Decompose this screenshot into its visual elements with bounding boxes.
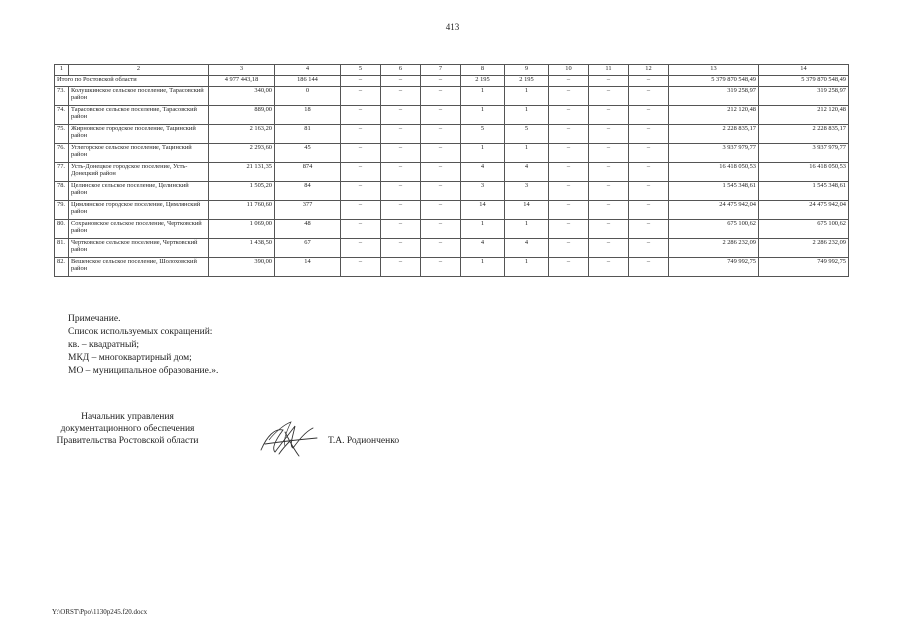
value-cell: – <box>549 182 589 201</box>
value-cell: – <box>421 220 461 239</box>
value-cell: – <box>629 182 669 201</box>
total-cell: – <box>341 76 381 87</box>
value-cell: – <box>589 182 629 201</box>
page-number: 413 <box>445 22 460 32</box>
value-cell: – <box>589 220 629 239</box>
value-cell: 1 <box>505 87 549 106</box>
value-cell: 81 <box>275 125 341 144</box>
value-cell: – <box>381 258 421 277</box>
value-cell: – <box>589 163 629 182</box>
value-cell: 45 <box>275 144 341 163</box>
total-cell: 2 195 <box>461 76 505 87</box>
value-cell: – <box>381 201 421 220</box>
municipality-name: Чертковское сельское поселение, Чертковский район <box>69 239 209 258</box>
total-cell: – <box>421 76 461 87</box>
value-cell: – <box>421 239 461 258</box>
value-cell: – <box>589 239 629 258</box>
value-cell: 4 <box>461 239 505 258</box>
value-cell: 1 <box>461 106 505 125</box>
value-cell: – <box>421 125 461 144</box>
value-cell: – <box>629 144 669 163</box>
table-row <box>55 144 849 163</box>
header-cell: 12 <box>629 65 669 76</box>
position-line: документационного обеспечения <box>60 424 195 434</box>
value-cell: 1 <box>505 258 549 277</box>
value-cell: 4 <box>461 163 505 182</box>
municipality-name: Сохрановское сельское поселение, Чертковский район <box>69 220 209 239</box>
value-cell: – <box>629 220 669 239</box>
abbreviation-item: МКД – многоквартирный дом; <box>68 353 192 363</box>
value-cell: 0 <box>275 87 341 106</box>
municipality-name: Жирновское городское поселение, Тацинский район <box>69 125 209 144</box>
header-cell: 3 <box>209 65 275 76</box>
value-cell: 24 475 942,04 <box>669 201 759 220</box>
value-cell: 4 <box>505 239 549 258</box>
notes-title: Примечание. <box>68 314 121 324</box>
value-cell: – <box>629 239 669 258</box>
value-cell: 1 438,50 <box>209 239 275 258</box>
value-cell: – <box>341 258 381 277</box>
value-cell: 319 258,97 <box>669 87 759 106</box>
value-cell: 749 992,75 <box>669 258 759 277</box>
value-cell: 874 <box>275 163 341 182</box>
value-cell: 319 258,97 <box>759 87 849 106</box>
value-cell: – <box>629 163 669 182</box>
value-cell: – <box>421 163 461 182</box>
total-cell: – <box>589 76 629 87</box>
value-cell: 390,00 <box>209 258 275 277</box>
total-cell: – <box>549 76 589 87</box>
value-cell: 1 <box>461 220 505 239</box>
header-cell: 11 <box>589 65 629 76</box>
value-cell: – <box>341 144 381 163</box>
value-cell: – <box>421 182 461 201</box>
table-row <box>55 201 849 220</box>
value-cell: 1 <box>461 87 505 106</box>
value-cell: 16 418 050,53 <box>759 163 849 182</box>
value-cell: – <box>589 125 629 144</box>
value-cell: 889,00 <box>209 106 275 125</box>
value-cell: 2 286 232,09 <box>669 239 759 258</box>
value-cell: 377 <box>275 201 341 220</box>
municipality-name: Вешенское сельское поселение, Шолоховский район <box>69 258 209 277</box>
value-cell: – <box>629 125 669 144</box>
total-cell: 4 977 443,18 <box>209 76 275 87</box>
header-cell: 4 <box>275 65 341 76</box>
municipality-name: Колушкинское сельское поселение, Тарасовский район <box>69 87 209 106</box>
value-cell: – <box>341 87 381 106</box>
value-cell: – <box>549 163 589 182</box>
table-row <box>55 87 849 106</box>
row-number: 77. <box>55 163 69 182</box>
value-cell: – <box>341 125 381 144</box>
value-cell: 675 100,62 <box>669 220 759 239</box>
value-cell: – <box>549 125 589 144</box>
value-cell: 84 <box>275 182 341 201</box>
municipality-name: Целинское сельское поселение, Целинский район <box>69 182 209 201</box>
header-cell: 10 <box>549 65 589 76</box>
value-cell: – <box>381 106 421 125</box>
value-cell: – <box>381 163 421 182</box>
value-cell: – <box>341 201 381 220</box>
signatory-name: Т.А. Родионченко <box>328 436 400 446</box>
value-cell: 16 418 050,53 <box>669 163 759 182</box>
value-cell: 1 545 348,61 <box>759 182 849 201</box>
handwritten-signature <box>255 418 323 460</box>
table-total-row <box>55 76 849 87</box>
table-row <box>55 163 849 182</box>
value-cell: – <box>589 201 629 220</box>
abbreviations-title: Список используемых сокращений: <box>68 327 213 337</box>
header-cell: 8 <box>461 65 505 76</box>
value-cell: – <box>549 201 589 220</box>
value-cell: – <box>629 87 669 106</box>
value-cell: 3 <box>461 182 505 201</box>
value-cell: – <box>381 125 421 144</box>
value-cell: 675 100,62 <box>759 220 849 239</box>
value-cell: 1 505,20 <box>209 182 275 201</box>
row-number: 79. <box>55 201 69 220</box>
value-cell: 1 <box>461 258 505 277</box>
value-cell: 1 <box>505 144 549 163</box>
signatory-position <box>40 411 215 447</box>
position-line: Правительства Ростовской области <box>56 436 199 446</box>
municipality-name: Усть-Донецкое городское поселение, Усть-Донецкий район <box>69 163 209 182</box>
value-cell: 18 <box>275 106 341 125</box>
total-cell: – <box>381 76 421 87</box>
value-cell: – <box>421 106 461 125</box>
value-cell: – <box>549 258 589 277</box>
value-cell: – <box>421 144 461 163</box>
value-cell: – <box>381 144 421 163</box>
value-cell: 5 <box>505 125 549 144</box>
abbreviation-item: МО – муниципальное образование.». <box>68 366 219 376</box>
row-number: 75. <box>55 125 69 144</box>
value-cell: 1 <box>461 144 505 163</box>
total-cell: 5 379 870 548,49 <box>669 76 759 87</box>
value-cell: – <box>381 220 421 239</box>
table-row <box>55 106 849 125</box>
value-cell: – <box>549 87 589 106</box>
position-line: Начальник управления <box>81 412 174 422</box>
value-cell: 212 120,48 <box>759 106 849 125</box>
value-cell: – <box>341 220 381 239</box>
value-cell: – <box>381 182 421 201</box>
value-cell: – <box>381 239 421 258</box>
table-row <box>55 182 849 201</box>
notes-block <box>68 313 218 378</box>
value-cell: – <box>421 201 461 220</box>
value-cell: 67 <box>275 239 341 258</box>
table-row <box>55 220 849 239</box>
value-cell: 11 760,60 <box>209 201 275 220</box>
value-cell: – <box>421 258 461 277</box>
value-cell: 3 937 979,77 <box>759 144 849 163</box>
value-cell: 3 <box>505 182 549 201</box>
table-row <box>55 125 849 144</box>
value-cell: – <box>589 144 629 163</box>
value-cell: 3 937 979,77 <box>669 144 759 163</box>
value-cell: – <box>381 87 421 106</box>
table-row <box>55 258 849 277</box>
total-cell: 186 144 <box>275 76 341 87</box>
value-cell: – <box>549 220 589 239</box>
value-cell: – <box>549 144 589 163</box>
value-cell: – <box>629 201 669 220</box>
municipality-name: Углегорское сельское поселение, Тацинский район <box>69 144 209 163</box>
header-cell: 1 <box>55 65 69 76</box>
header-cell: 9 <box>505 65 549 76</box>
value-cell: 1 069,00 <box>209 220 275 239</box>
value-cell: 2 228 835,17 <box>759 125 849 144</box>
value-cell: – <box>629 106 669 125</box>
abbreviation-item: кв. – квадратный; <box>68 340 140 350</box>
value-cell: 14 <box>275 258 341 277</box>
value-cell: – <box>589 106 629 125</box>
table-header-row <box>55 65 849 76</box>
header-cell: 6 <box>381 65 421 76</box>
value-cell: 212 120,48 <box>669 106 759 125</box>
municipality-name: Тарасовское сельское поселение, Тарасовский район <box>69 106 209 125</box>
value-cell: 14 <box>505 201 549 220</box>
header-cell: 14 <box>759 65 849 76</box>
value-cell: 21 131,35 <box>209 163 275 182</box>
total-label: Итого по Ростовской области <box>55 76 209 87</box>
row-number: 76. <box>55 144 69 163</box>
value-cell: 2 286 232,09 <box>759 239 849 258</box>
row-number: 82. <box>55 258 69 277</box>
value-cell: 1 <box>505 220 549 239</box>
value-cell: 2 293,60 <box>209 144 275 163</box>
value-cell: – <box>341 106 381 125</box>
value-cell: 48 <box>275 220 341 239</box>
row-number: 78. <box>55 182 69 201</box>
value-cell: – <box>589 258 629 277</box>
value-cell: 2 228 835,17 <box>669 125 759 144</box>
value-cell: 1 545 348,61 <box>669 182 759 201</box>
row-number: 74. <box>55 106 69 125</box>
header-cell: 2 <box>69 65 209 76</box>
total-cell: 2 195 <box>505 76 549 87</box>
value-cell: 340,00 <box>209 87 275 106</box>
value-cell: 14 <box>461 201 505 220</box>
header-cell: 5 <box>341 65 381 76</box>
row-number: 80. <box>55 220 69 239</box>
value-cell: 5 <box>461 125 505 144</box>
value-cell: 2 163,20 <box>209 125 275 144</box>
data-table <box>54 64 849 277</box>
value-cell: – <box>629 258 669 277</box>
value-cell: – <box>341 239 381 258</box>
table-row <box>55 239 849 258</box>
value-cell: – <box>549 106 589 125</box>
header-cell: 13 <box>669 65 759 76</box>
file-path-footer: Y:\ORST\Ppo\1130p245.f20.docx <box>52 608 148 616</box>
value-cell: – <box>549 239 589 258</box>
header-cell: 7 <box>421 65 461 76</box>
value-cell: – <box>341 163 381 182</box>
municipality-name: Цимлянское городское поселение, Цимлянский район <box>69 201 209 220</box>
value-cell: – <box>341 182 381 201</box>
value-cell: – <box>421 87 461 106</box>
row-number: 81. <box>55 239 69 258</box>
value-cell: 24 475 942,04 <box>759 201 849 220</box>
value-cell: 1 <box>505 106 549 125</box>
value-cell: 749 992,75 <box>759 258 849 277</box>
value-cell: – <box>589 87 629 106</box>
value-cell: 4 <box>505 163 549 182</box>
total-cell: 5 379 870 548,49 <box>759 76 849 87</box>
row-number: 73. <box>55 87 69 106</box>
total-cell: – <box>629 76 669 87</box>
